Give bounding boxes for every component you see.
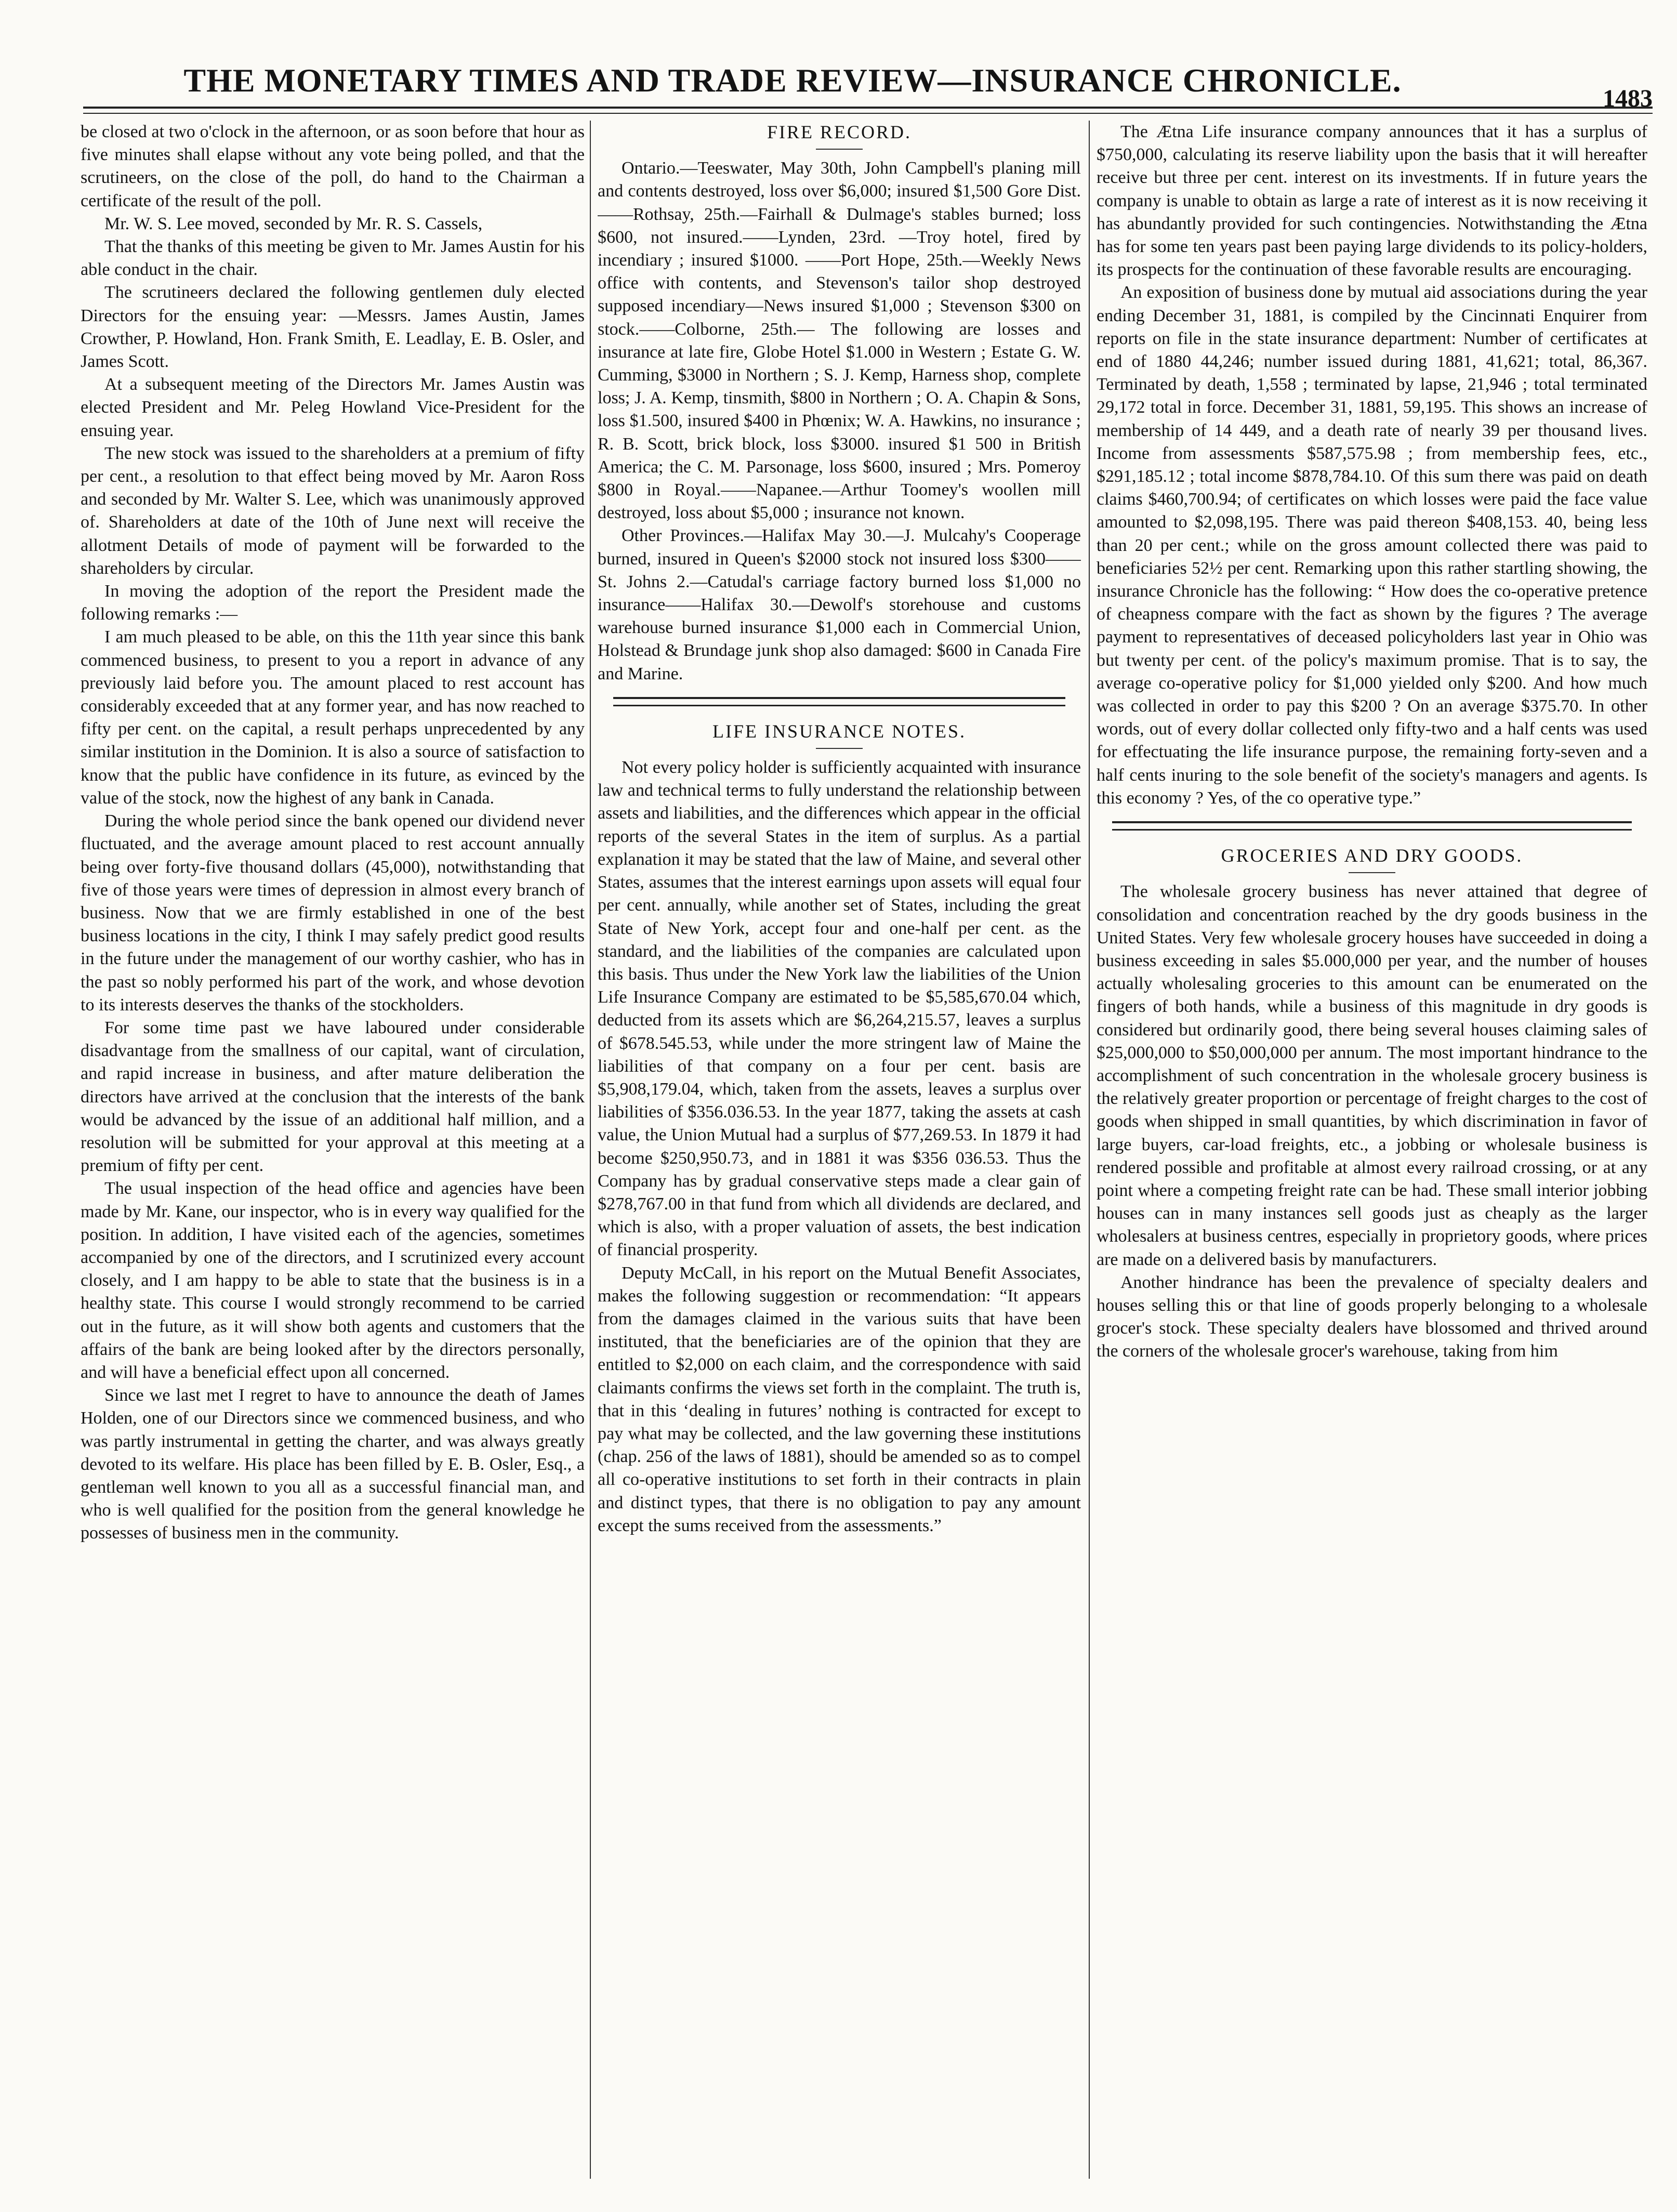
paragraph: Not every policy holder is sufficiently acquainted with insurance law and technical terms to fully understand the relationship between assets and liabilities, and the differences which appear in the official reports of the several States in the item of surplus. As a partial explanation it may be stated that the law of Maine, and several other States, assumes that the interest earnings upon assets will equal four per cent. annually, while another set of States, including the great State of New York, accept four and one-half per cent. as the standard, and the liabilities of the companies are calculated upon this basis. Thus under the New York law the liabilities of the Union Life Insurance Company are estimated to be $5,585,670.04 which, deducted from its assets which are $6,264,215.57, leaves a surplus of $678.545.53, while under the more stringent law of Maine the liabilities of that company on a four per cent. basis are $5,908,179.04, which, taken from the assets, leaves a surplus over liabilities of $356.036.53. In the year 1877, taking the assets at cash value, the Union Mutual had a surplus of $77,269.53. In 1879 it had become $250,950.73, and in 1881 it was $356 036.53. Thus the Company has by gradual conservative steps made a clear gain of $278,767.00 in that fund from which all dividends are declared, and which is also, with a proper valuation of assets, the best indication of financial prosperity. [598,758,1081,1260]
section-divider [613,697,1065,706]
header-rule [83,107,1653,109]
column-divider [590,121,591,2179]
section-heading-groceries: GROCERIES AND DRY GOODS. [1221,845,1523,866]
page-number: 1483 [1603,85,1653,112]
section-heading-life-insurance-notes: LIFE INSURANCE NOTES. [712,720,966,742]
column-right [1097,121,1647,2168]
column-divider [1089,121,1090,2179]
column-middle [598,121,1081,2168]
paragraph: During the whole period since the bank opened our dividend never fluctuated, and the average amount placed to rest account annually being over forty-five thousand dollars (45,000), notwithstanding that five of those years were times of depression in almost every branch of business. Now that we are firmly established in one of the best business locations in the city, I think I may safely predict good results in the future under the management of our worthy cashier, who has in the past so nobly performed his part of the work, and whose devotion to its interests deserves the thanks of the stockholders. [81,811,585,1015]
paragraph: The wholesale grocery business has never attained that degree of consolidation and concentration reached by the dry goods business in the United States. Very few wholesale grocery houses have succeeded in doing a business exceeding in sales $5.000,000 per year, and the number of houses actually wholesaling groceries to this amount can be enumerated on the fingers of both hands, while a business of this magnitude in dry goods is considered but ordinarily good, there being several houses claiming sales of $25,000,000 to $50,000,000 per annum. The most important hindrance to the accomplishment of such concentration in the wholesale grocery business is the relatively greater proportion or percentage of freight charges to the cost of goods when shipped in small quantities, by which discrimination in favor of large buyers, car-load freights, etc., a jobbing or wholesale business is rendered possible and profitable at almost every railroad crossing, or at any point where a competing freight rate can be had. These small interior jobbing houses can in many instances sell goods just as cheaply as the larger wholesalers at business centres, especially in proprietory goods, where prices are made on a delivered basis by manufacturers. [1097,882,1647,1269]
paragraph: be closed at two o'clock in the afternoon, or as soon before that hour as five minutes shall elapse without any vote being polled, and that the scrutineers, on the close of the poll, do hand to the Chairman a certificate of the result of the poll. [81,122,585,210]
paragraph: That the thanks of this meeting be given to Mr. James Austin for his able conduct in the chair. [81,237,585,280]
paragraph: The usual inspection of the head office and agencies have been made by Mr. Kane, our inspector, who is in every way qualified for the position. In addition, I have visited each of the agencies, sometimes accompanied by one of the directors, and I scrutinized every account closely, and I am happy to be able to state that the business is in a healthy state. This course I would strongly recommend to be carried out in the future, as it will show both agents and customers that the affairs of the bank are being looked after by the directors personally, and will have a beneficial effect upon all concerned. [81,1179,585,1382]
heading-rule [1349,872,1395,873]
section-heading-fire-record: FIRE RECORD. [767,122,912,142]
paragraph: The new stock was issued to the shareholders at a premium of fifty per cent., a resolution to that effect being moved by Mr. Aaron Ross and seconded by Mr. Walter S. Lee, which was unanimously approved of. Shareholders at date of the 10th of June next will receive the allotment Details of mode of payment will be forwarded to the shareholders by circular. [81,443,585,578]
column-left [81,121,585,2187]
paragraph: For some time past we have laboured under considerable disadvantage from the smallness of our capital, want of circulation, and rapid increase in business, and after mature deliberation the directors have arrived at the conclusion that the interests of the bank would be advanced by the issue of an additional half million, and a resolution will be submitted for your approval at this meeting at a premium of fifty per cent. [81,1018,585,1176]
paragraph: An exposition of business done by mutual aid associations during the year ending December 31, 1881, is compiled by the Cincinnati Enquirer from reports on file in the state insurance department: Number of certificates at end of 1880 44,246; number issued during 1881, 41,621; total, 86,367. Terminated by death, 1,558 ; terminated by lapse, 21,946 ; total terminated 29,172 total in force. December 31, 1881, 59,195. This shows an increase of membership of 14 449, and a death rate of nearly 39 per thousand lives. Income from assessments $587,575.98 ; from membership fees, etc., $291,185.12 ; total income $878,784.10. Of this sum there was paid on death claims $460,700.94; of certificates on which losses were paid the face value amounted to $2,098,195. There was paid thereon $408,153. 40, being less than 20 per cent.; while on the gross amount collected there was paid to beneficiaries 52½ per cent. Remarking upon this rather startling showing, the insurance Chronicle has the following: “ How does the co-operative pretence of cheapness compare with the fact as shown by the figures ? The average payment to representatives of deceased policyholders last year in Ohio was but twenty per cent. of the policy's maximum promise. That is to say, the average co-operative policy for $1,000 yielded only $200. And how much was collected in order to pay this $200 ? On an average $375.70. In other words, out of every dollar collected only fifty-two and a half cents was used for effectuating the life insurance purpose, the remaining forty-seven and a half cents inuring to the sole benefit of the society's managers and agents. Is this economy ? Yes, of the co operative type.” [1097,283,1647,808]
paragraph: The Ætna Life insurance company announces that it has a surplus of $750,000, calculating its reserve liability upon the basis that it will hereafter receive but three per cent. interest on its investments. If in future years the company is unable to obtain as large a rate of interest as it is now receiving it has abundantly provided for such contingencies. Notwithstanding the Ætna has for some ten years past been paying large dividends to its policy-holders, its prospects for the continuation of these favorable results are encouraging. [1097,122,1647,280]
paragraph: Deputy McCall, in his report on the Mutual Benefit Associates, makes the following suggestion or recommendation: “It appears from the damages claimed in the various suits that have been instituted, that the beneficiaries are of the opinion that they are entitled to $2,000 on each claim, and the correspondence with said claimants confirms the views set forth in the complaint. The truth is, that in this ‘dealing in futures’ nothing is contracted for except to pay what may be collected, and the law governing these institutions (chap. 256 of the laws of 1881), should be amended so as to compel all co-operative institutions to set forth in their contracts in plain and distinct types, that there is no obligation to pay any amount except the sums received from the assessments.” [598,1263,1081,1535]
section-divider [1112,821,1632,831]
paragraph: Mr. W. S. Lee moved, seconded by Mr. R. S. Cassels, [104,214,483,233]
paragraph: Ontario.—Teeswater, May 30th, John Campbell's planing mill and contents destroyed, loss over $6,000; insured $1,500 Gore Dist.——Rothsay, 25th.—Fairhall & Dulmage's stables burned; loss $600, not insured.——Lynden, 23rd. —Troy hotel, fired by incendiary ; insured $1000. ——Port Hope, 25th.—Weekly News office with contents, and Stevenson's tailor shop destroyed supposed incendiary—News insured $1,000 ; Stevenson $300 on stock.——Colborne, 25th.— The following are losses and insurance at late fire, Globe Hotel $1.000 in Western ; Estate G. W. Cumming, $3000 in Northern ; S. J. Kemp, Harness shop, complete loss; J. A. Kemp, tinsmith, $800 in Northern ; O. A. Chapin & Sons, loss $1.500, insured $400 in Phœnix; W. A. Hawkins, no insurance ; R. B. Scott, brick block, loss $3000. insured $1 500 in British America; the C. M. Parsonage, loss $600, insured ; Mrs. Pomeroy $800 in Royal.——Napanee.—Arthur Toomey's woollen mill destroyed, loss about $5,000 ; insurance not known. [598,159,1081,523]
paragraph: Since we last met I regret to have to announce the death of James Holden, one of our Directors since we commenced business, and who was partly instrumental in getting the charter, and was always greatly devoted to its welfare. His place has been filled by E. B. Osler, Esq., a gentleman well known to you all as a successful financial man, and who is well qualified for the position from the general knowledge he possesses of business men in the community. [81,1386,585,1543]
paragraph: At a subsequent meeting of the Directors Mr. James Austin was elected President and Mr. Peleg Howland Vice-President for the ensuing year. [81,375,585,440]
paragraph: The scrutineers declared the following gentlemen duly elected Directors for the ensuing year: —Messrs. James Austin, James Crowther, P. Howland, Hon. Frank Smith, E. Leadlay, E. B. Osler, and James Scott. [81,283,585,372]
paragraph: Other Provinces.—Halifax May 30.—J. Mulcahy's Cooperage burned, insured in Queen's $2000 stock not insured loss $300——St. Johns 2.—Catudal's carriage factory burned loss $1,000 no insurance——Halifax 30.—Dewolf's storehouse and customs warehouse burned insurance $1,000 each in Commercial Union, Holstead & Brundage junk shop also damaged: $600 in Canada Fire and Marine. [598,526,1081,683]
paragraph: In moving the adoption of the report the President made the following remarks :— [81,582,585,624]
heading-rule [816,149,863,150]
header-rule-thin [83,113,1653,114]
running-title: THE MONETARY TIMES AND TRADE REVIEW—INSURANCE CHRONICLE. [183,62,1402,99]
paragraph: Another hindrance has been the prevalence of specialty dealers and houses selling this or that line of goods properly belonging to a wholesale grocer's stock. These specialty dealers have blossomed and thrived around the corners of the wholesale grocer's warehouse, taking from him [1097,1272,1647,1361]
heading-rule [816,748,863,749]
paragraph: I am much pleased to be able, on this the 11th year since this bank commenced business, to present to you a report in advance of any previously laid before you. The amount placed to rest account has considerably exceeded that at any former year, and has now reached to fifty per cent. on the capital, a result perhaps unprecedented by any similar institution in the Dominion. It is also a source of satisfaction to know that the public have confidence in its future, as evinced by the value of the stock, now the highest of any bank in Canada. [81,627,585,808]
